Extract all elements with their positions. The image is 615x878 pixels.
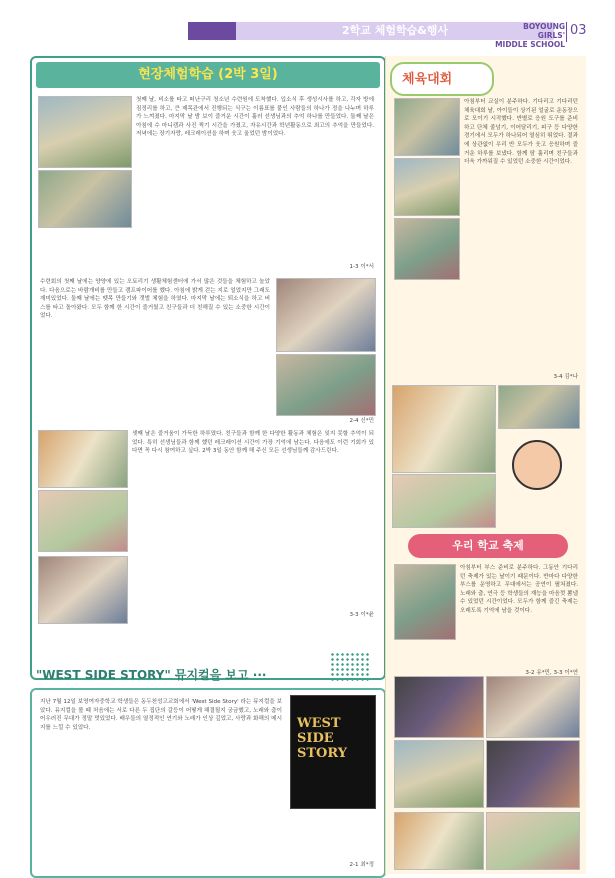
festival-photo-4 (394, 740, 484, 808)
festival-photo-7 (486, 812, 580, 870)
character-illustration (512, 440, 562, 490)
field-trip-photo-2 (38, 170, 132, 228)
festival-photo-3 (486, 676, 580, 738)
dot-decoration (330, 652, 370, 682)
poster-title: WEST SIDE STORY (297, 716, 348, 761)
musical-paragraph: 지난 7월 12일 보영여자중학교 학생들은 동두천성고교회에서 'West Side Story' 라는 뮤지컬을 보았다. 뮤지컬을 볼 때 처음에는 서로 다른 두 집단의 갈등이 어떻게 해결될지 궁금했고, 노래와 춤이 어우러진 무대가 정말 멋있었다. 배우들의 열정적인 연기와 노래가 인상 깊었고, 사랑과 화해의 메시지를 느낄 수 있었다. (40, 699, 282, 731)
field-trip-title: 현장체험학습 (2박 3일) (138, 67, 278, 82)
field-trip-photo-6 (38, 490, 128, 552)
field-trip-paragraph-3: 셋째 날은 즐거움이 가득한 하루였다. 친구들과 함께 한 다양한 활동과 체험은 잊지 못할 추억이 되었다. 특히 선생님들과 함께 했던 레크레이션 시간이 가장 기억에 남는다. 다음에도 이런 기회가 있다면 꼭 다시 참여하고 싶다. 2박 3일 동안 함께 해 주신 모든 선생님들께 감사드린다. (132, 431, 374, 455)
school-name-en (495, 22, 565, 49)
musical-title: "WEST SIDE STORY" 뮤지컬을 보고 ··· (36, 668, 267, 682)
field-trip-paragraph-2: 수련회의 첫째 날에는 양양에 있는 오토리기 생활체험센터에 가서 많은 것들을 체험하고 놀았다. 다음으로는 바람개비를 만들고 캠프파이어를 했다. 아침에 밝게 걷는 지로 얼었지만 그래도 재미있었다. 둘째 날에는 뗏목 만들기와 갯벌 체험을 하였다. 마지막 날에는 퇴소식을 하고 버스를 타고 돌아왔다. 모두 함께 한 시간이 즐거웠고 친구들과 더 친해질 수 있는 소중한 시간이었다. (40, 279, 270, 320)
festival-author: 3-2 유*민, 3-3 이*연 (525, 670, 578, 676)
field-trip-author-2: 2-4 신*민 (349, 418, 374, 424)
sports-day-paragraph: 아침부터 교실이 분주하다. 기다리고 기다리던 체육대회 날, 아이들이 상기된 얼굴로 운동장으로 모이기 시작했다. 반별로 응원 도구를 준비하고 단체 줄넘기, 이어달리기, 피구 등 다양한 경기에서 모두가 하나되어 열심히 뛰었다. 결과에 상관없이 우리 반 모두가 웃고 응원하며 즐거운 하루를 보냈다. 함께 땀 흘리며 친구들과 더욱 가까워질 수 있었던 소중한 시간이었다. (464, 99, 578, 166)
sports-photo-3 (394, 218, 460, 280)
header-divider (566, 22, 567, 42)
field-trip-paragraph-1: 첫째 날, 비소를 타고 떠난구리 청소년 수련원에 도착했다. 입소식 후 생성시사를 하고, 각자 방에 짐정리를 하고, 큰 제목관에서 진행되는 식구는 이름표를 붙인 사람들의 하나가 정을 나누며 하루가 느껴졌다. 마지막 날 밤 보이 즐거운 시간이 흘러 선생님과의 추억 하나를 만들었다. 둘째 날은 아침에 수 마니캠과 사진 찍기 시간을 가졌고, 자유시간과 학년활동으로 최고의 추억을 만들었다. 저녁에는 장기자랑, 레크레이션을 하며 웃고 울었던 밤이었다. (136, 97, 374, 138)
musical-poster (290, 695, 376, 809)
festival-paragraph: 아침부터 부스 준비로 분주하다. 그동안 기다리던 축제가 있는 날이기 때문이다. 반마다 다양한 부스를 운영하고 무대에서는 공연이 펼쳐졌다. 노래와 춤, 연극 등 학생들의 재능을 마음껏 뽐낼 수 있었던 시간이었다. 모두가 함께 즐긴 축제는 오래도록 기억에 남을 것이다. (460, 565, 578, 614)
festival-photo-2 (394, 676, 484, 738)
field-trip-photo-4 (276, 354, 376, 416)
sports-photo-6 (392, 474, 496, 528)
festival-photo-6 (394, 812, 484, 870)
field-trip-photo-5 (38, 430, 128, 488)
field-trip-author-1: 1-3 이*서 (349, 264, 374, 270)
page-number: 03 (570, 23, 587, 38)
school-name-line2: MIDDLE SCHOOL (495, 40, 565, 49)
field-trip-photo-7 (38, 556, 128, 624)
sports-day-title: 체육대회 (402, 72, 453, 87)
school-name-line1: BOYOUNG GIRLS' (523, 22, 565, 40)
page-header-title: 2학교 체험학습&행사 (341, 24, 449, 37)
sports-photo-1 (394, 98, 460, 156)
festival-title: 우리 학교 축제 (452, 539, 524, 552)
sports-day-author: 3-4 김*나 (553, 374, 578, 380)
field-trip-author-3: 3-3 이*윤 (349, 612, 374, 618)
header-accent (188, 22, 236, 40)
musical-author: 2-1 최*정 (349, 862, 374, 868)
sports-photo-5 (498, 385, 580, 429)
sports-photo-4 (392, 385, 496, 473)
field-trip-photo-3 (276, 278, 376, 352)
festival-photo-5 (486, 740, 580, 808)
field-trip-photo-1 (38, 96, 132, 168)
festival-photo-1 (394, 564, 456, 640)
sports-photo-2 (394, 158, 460, 216)
